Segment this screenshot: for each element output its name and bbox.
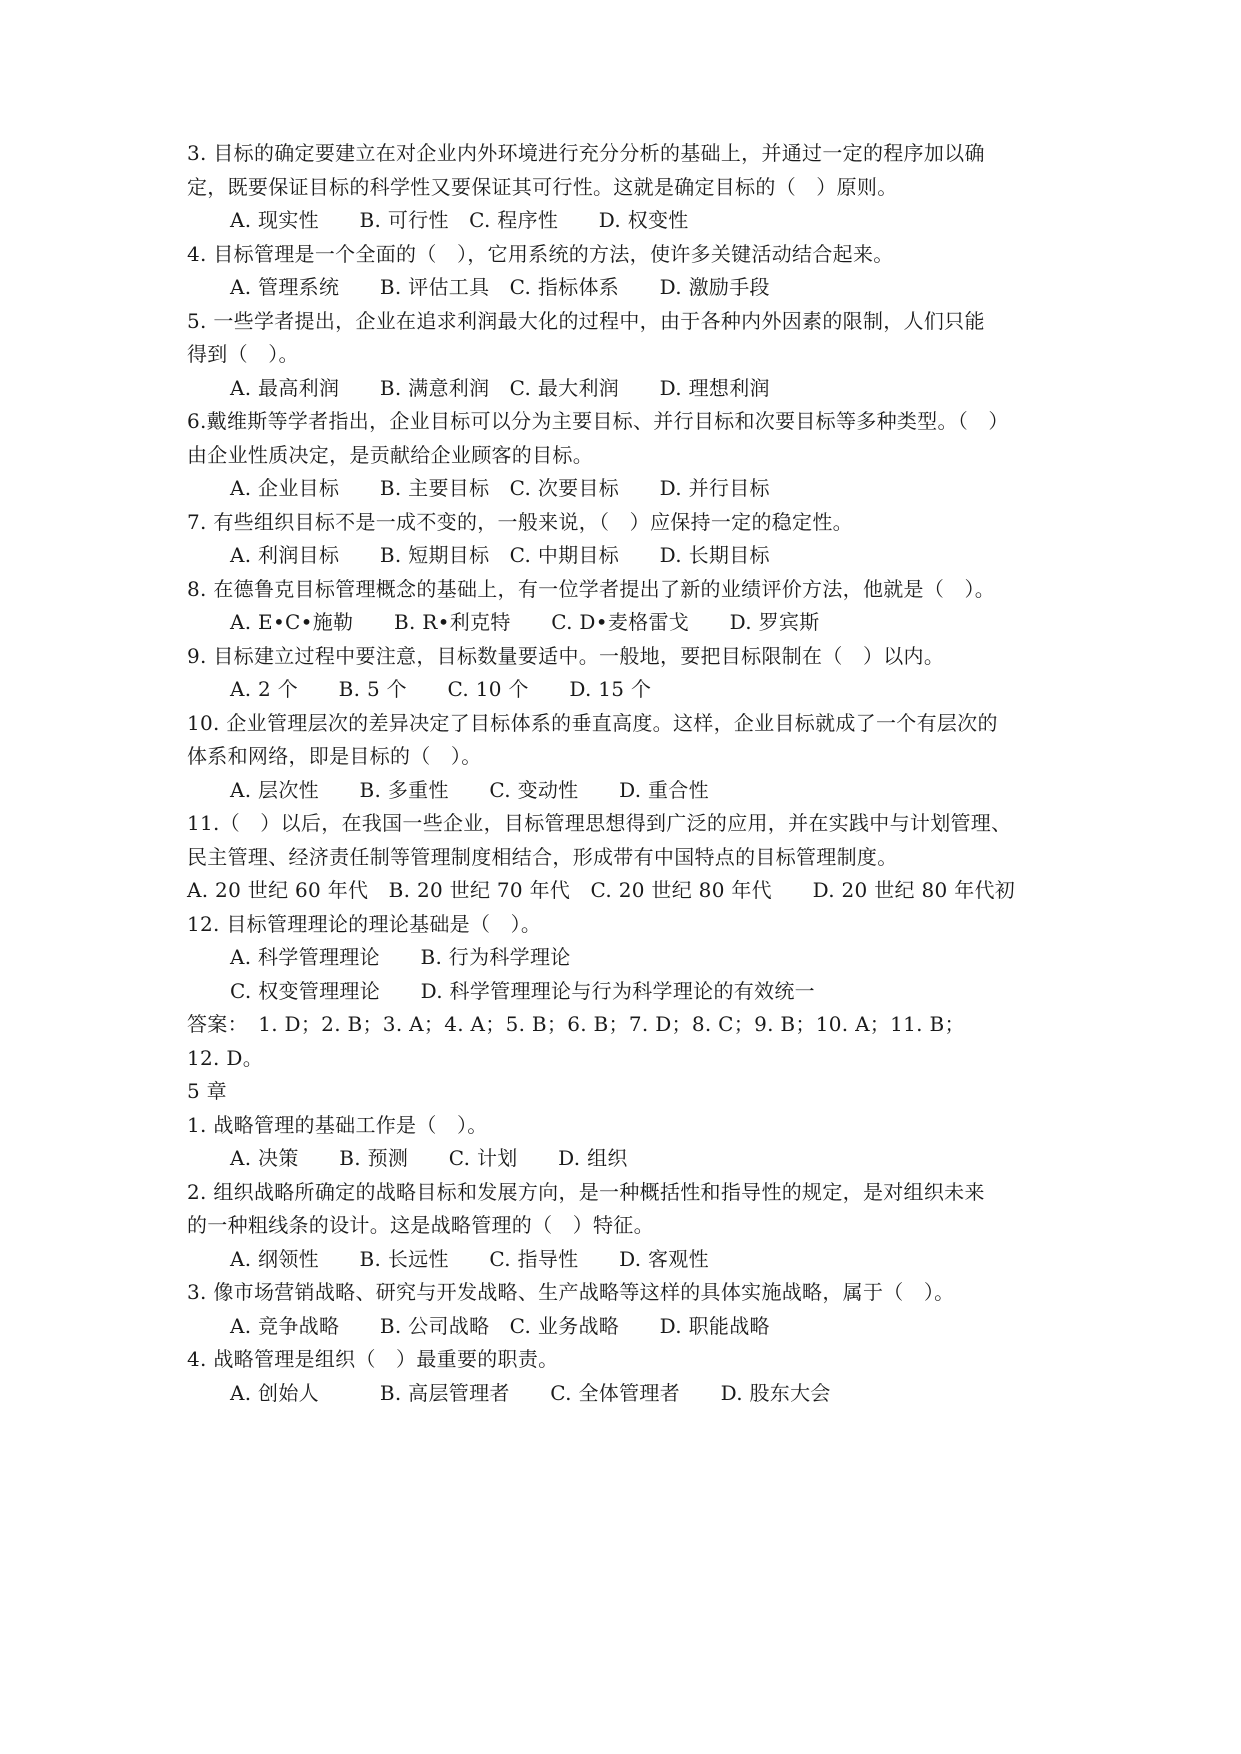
answer-options-line: A. 层次性 B. 多重性 C. 变动性 D. 重合性 (230, 778, 709, 802)
question-text-line: 4. 战略管理是组织（ ）最重要的职责。 (187, 1347, 559, 1371)
answer-options-line: A. 创始人 B. 高层管理者 C. 全体管理者 D. 股东大会 (230, 1381, 831, 1405)
question-text-line: 9. 目标建立过程中要注意，目标数量要适中。一般地，要把目标限制在（ ）以内。 (187, 644, 945, 668)
answer-options-line: A. 科学管理理论 B. 行为科学理论 (230, 945, 571, 969)
question-text-line: 1. 战略管理的基础工作是（ ）。 (187, 1113, 488, 1137)
question-text-line: 4. 目标管理是一个全面的（ ），它用系统的方法，使许多关键活动结合起来。 (187, 242, 894, 266)
question-text-line: 6.戴维斯等学者指出，企业目标可以分为主要目标、并行目标和次要目标等多种类型。（ ） (187, 409, 1009, 433)
question-text-line: 7. 有些组织目标不是一成不变的，一般来说，（ ）应保持一定的稳定性。 (187, 510, 853, 534)
question-text-line: 3. 目标的确定要建立在对企业内外环境进行充分分析的基础上，并通过一定的程序加以确 (187, 141, 985, 165)
question-text-line: A. 20 世纪 60 年代 B. 20 世纪 70 年代 C. 20 世纪 80 年代 D. 20 世纪 80 年代初 (187, 878, 1016, 902)
question-text-line: 8. 在德鲁克目标管理概念的基础上，有一位学者提出了新的业绩评价方法，他就是（ ）。 (187, 577, 996, 601)
question-text-line: 2. 组织战略所确定的战略目标和发展方向，是一种概括性和指导性的规定，是对组织未来 (187, 1180, 985, 1204)
answer-options-line: A. 管理系统 B. 评估工具 C. 指标体系 D. 激励手段 (230, 275, 770, 299)
answer-options-line: C. 权变管理理论 D. 科学管理理论与行为科学理论的有效统一 (230, 979, 815, 1003)
question-text-line: 定，既要保证目标的科学性又要保证其可行性。这就是确定目标的（ ）原则。 (187, 175, 898, 199)
question-text-line: 3. 像市场营销战略、研究与开发战略、生产战略等这样的具体实施战略，属于（ ）。 (187, 1280, 955, 1304)
answer-options-line: A. 决策 B. 预测 C. 计划 D. 组织 (230, 1146, 628, 1170)
question-text-line: 12. 目标管理理论的理论基础是（ ）。 (187, 912, 542, 936)
question-text-line: 5 章 (187, 1079, 227, 1103)
question-text-line: 体系和网络，即是目标的（ ）。 (187, 744, 482, 768)
answer-options-line: A. E•C•施勒 B. R•利克特 C. D•麦格雷戈 D. 罗宾斯 (230, 610, 820, 634)
answer-options-line: A. 利润目标 B. 短期目标 C. 中期目标 D. 长期目标 (230, 543, 770, 567)
answer-options-line: A. 2 个 B. 5 个 C. 10 个 D. 15 个 (230, 677, 652, 701)
answer-options-line: A. 纲领性 B. 长远性 C. 指导性 D. 客观性 (230, 1247, 709, 1271)
question-text-line: 的一种粗线条的设计。这是战略管理的（ ）特征。 (187, 1213, 654, 1237)
question-text-line: 10. 企业管理层次的差异决定了目标体系的垂直高度。这样，企业目标就成了一个有层次的 (187, 711, 998, 735)
question-text-line: 由企业性质决定，是贡献给企业顾客的目标。 (187, 443, 593, 467)
question-text-line: 答案： 1. D；2. B；3. A；4. A；5. B；6. B；7. D；8. C；9. B；10. A；11. B； (187, 1012, 965, 1036)
answer-options-line: A. 竞争战略 B. 公司战略 C. 业务战略 D. 职能战略 (230, 1314, 770, 1338)
question-text-line: 12. D。 (187, 1046, 263, 1070)
question-text-line: 5. 一些学者提出，企业在追求利润最大化的过程中，由于各种内外因素的限制，人们只能 (187, 309, 985, 333)
answer-options-line: A. 最高利润 B. 满意利润 C. 最大利润 D. 理想利润 (230, 376, 770, 400)
answer-options-line: A. 企业目标 B. 主要目标 C. 次要目标 D. 并行目标 (230, 476, 770, 500)
question-text-line: 民主管理、经济责任制等管理制度相结合，形成带有中国特点的目标管理制度。 (187, 845, 898, 869)
question-text-line: 得到（ ）。 (187, 342, 299, 366)
answer-options-line: A. 现实性 B. 可行性 C. 程序性 D. 权变性 (230, 208, 689, 232)
question-text-line: 11.（ ）以后，在我国一些企业，目标管理思想得到广泛的应用，并在实践中与计划管理、 (187, 811, 1012, 835)
